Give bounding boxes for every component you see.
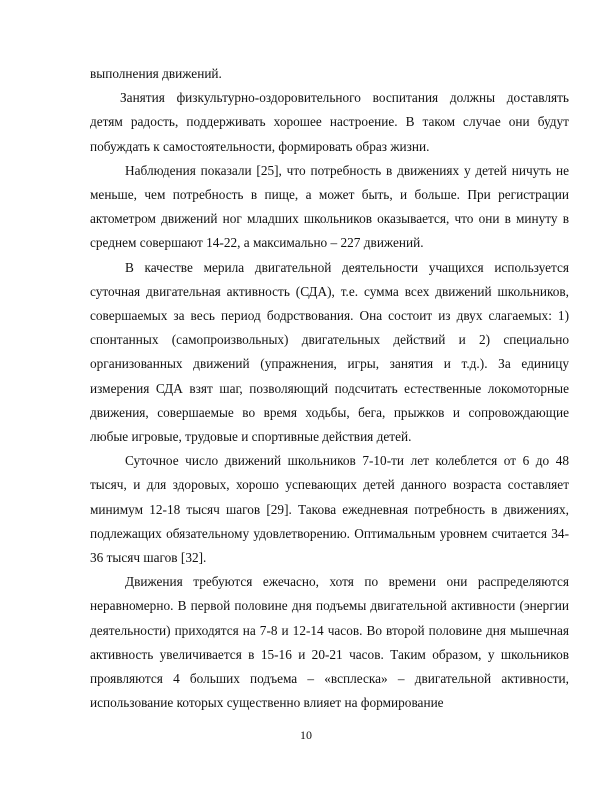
paragraph-classes-joy: Занятия физкультурно-оздоровительного воспитания должны доставлять детям радость, поддерживать хорошее настроение. В таком случае они будут побуждать к самостоятельности, формировать образ жизни. (90, 90, 569, 154)
document-page (90, 62, 569, 715)
paragraph-daily-movements: Суточное число движений школьников 7-10-ти лет колеблется от 6 до 48 тысяч, и для здоровых, хорошо успевающих детей данного возраста составляет минимум 12-18 тысяч шагов [29]. Такова ежедневная потребность в движениях, подлежащих обязательному удовлетворению. Оптимальным уровнем считается 34-36 тысяч шагов [32]. (90, 453, 569, 566)
paragraph-sda-definition: В качестве мерила двигательной деятельности учащихся используется суточная двигательная активность (СДА), т.е. сумма всех движений школьников, совершаемых за весь период бодрствования. Она состоит из двух слагаемых: 1) спонтанных (самопроизвольных) двигательных действий и 2) специально организованных движений (упражнения, игры, занятия и т.д.). За единицу измерения СДА взят шаг, позволяющий подсчитать естественные локомоторные движения, совершаемые во время ходьбы, бега, прыжков и сопровождающие любые игровые, трудовые и спортивные действия детей. (90, 259, 569, 445)
paragraph-hourly-distribution: Движения требуются ежечасно, хотя по времени они распределяются неравномерно. В первой половине дня подъемы двигательной активности (энергии деятельности) приходятся на 7-8 и 12-14 часов. Во второй половине дня мышечная активность увеличивается в 15-16 и 20-21 часов. Таким образом, у школьников проявляются 4 больших подъема – «всплеска» – двигательной активности, использование которых существенно влияет на формирование (90, 574, 569, 711)
paragraph-observations: Наблюдения показали [25], что потребность в движениях у детей ничуть не меньше, чем потребность в пище, а может быть, и больше. При регистрации актометром движений ног младших школьников оказывается, что они в минуту в среднем совершают 14-22, а максимально – 227 движений. (90, 162, 569, 251)
page-number: 10 (300, 728, 312, 742)
paragraph-continuation: выполнения движений. (90, 66, 222, 81)
